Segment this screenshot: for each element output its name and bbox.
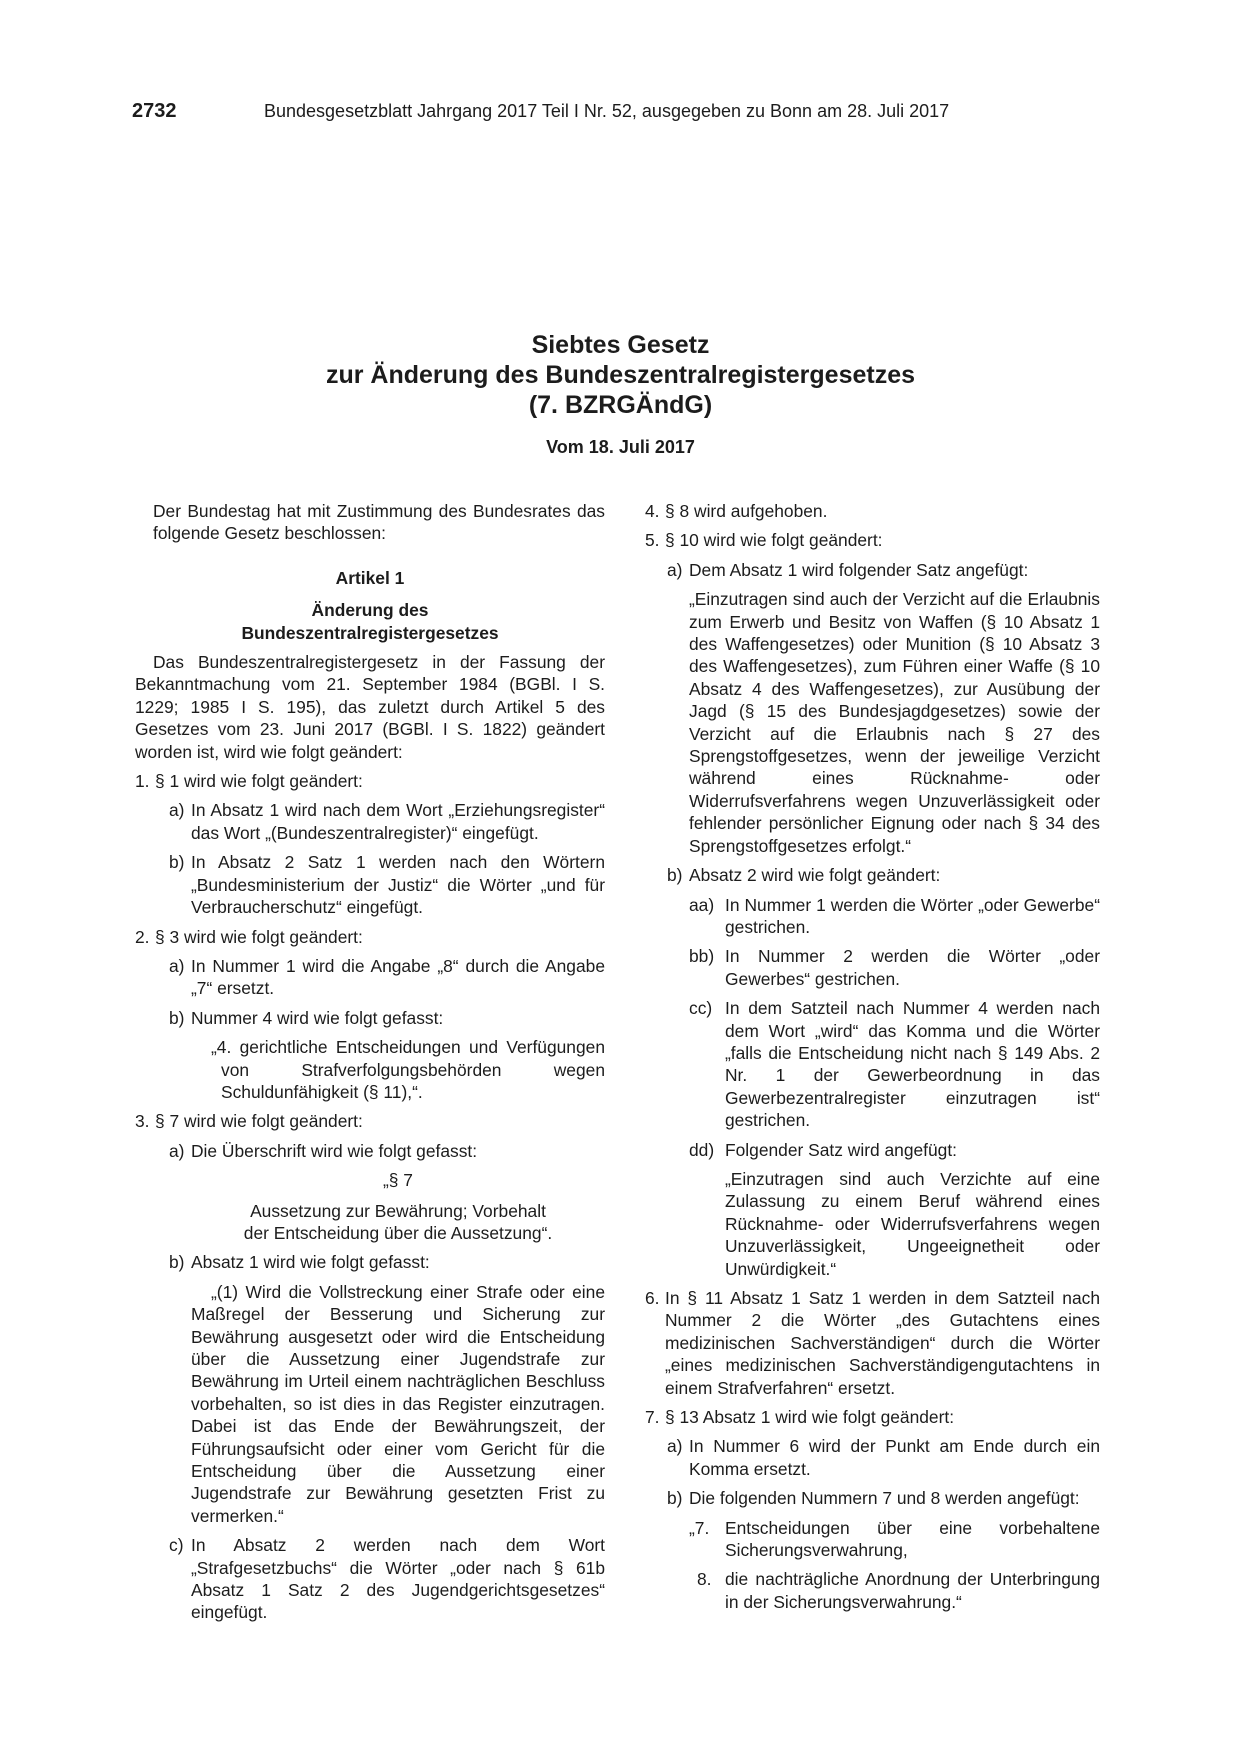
list-item <box>645 1517 1100 1562</box>
item-letter: dd) <box>689 1139 715 1160</box>
item-number: 6. <box>645 1288 660 1308</box>
page-number: 2732 <box>132 100 177 122</box>
list-item <box>645 864 1100 886</box>
list-item <box>645 1487 1100 1509</box>
item-number: 2. <box>135 926 150 947</box>
right-column <box>645 500 1100 1613</box>
item-text: Nummer 4 wird wie folgt gefasst: <box>191 1007 444 1028</box>
list-item <box>135 955 605 1000</box>
item-letter: aa) <box>689 894 715 915</box>
list-item <box>135 1251 605 1273</box>
item-text: Entscheidungen über eine vorbehaltene Sicherungsverwahrung, <box>725 1517 1100 1561</box>
item-number: 7. <box>645 1407 660 1428</box>
item-text: In Absatz 1 wird nach dem Wort „Erziehungsregister“ das Wort „(Bundeszentralregister)“ eingefügt. <box>191 800 605 843</box>
list-item <box>135 1110 605 1132</box>
quoted-heading: „§ 7 <box>383 1170 413 1191</box>
item-letter: a) <box>169 1140 185 1161</box>
list-item <box>645 529 1100 551</box>
item-number: 3. <box>135 1111 150 1132</box>
list-item <box>135 1140 605 1162</box>
quoted-text: „(1) Wird die Vollstreckung einer Strafe oder eine Maßregel der Besserung und Sicherung zur Bewährung ausgesetzt oder wird die Entscheidung über die Aussetzung einer Jugendstrafe zur Bewährung im Urteil einem nachträglichen Beschluss vorbehalten, so ist dies in das Register einzutragen. Dabei ist das Ende der Bewährungszeit, der Führungsaufsicht oder einer vom Gericht für die Entscheidung über die Aussetzung einer Jugendstrafe zur Bewährung gesetzten Frist zu vermerken.“ <box>191 1281 605 1526</box>
item-number: 8. <box>697 1569 712 1590</box>
quoted-text: „4. gerichtliche Entscheidungen und Verfügungen von Strafverfolgungsbehörden wegen Schuldunfähigkeit (§ 11),“. <box>211 1037 605 1102</box>
law-title-line-3: (7. BZRGÄndG) <box>528 391 713 419</box>
list-item <box>645 500 1100 522</box>
item-letter: a) <box>667 1436 683 1457</box>
article-title-line-1: Änderung des <box>311 600 429 621</box>
item-text: Absatz 2 wird wie folgt geändert: <box>689 865 941 886</box>
list-item <box>135 1534 605 1624</box>
item-text: In dem Satzteil nach Nummer 4 werden nach dem Wort „wird“ das Komma und die Wörter „falls die Entscheidung nicht nach § 149 Abs. 2 Nr. 1 der Gewerbeordnung in das Gewerbezentralregister einzutragen ist“ gestrichen. <box>725 998 1100 1131</box>
item-text: die nachträgliche Anordnung der Unterbringung in der Sicherungsverwahrung.“ <box>725 1569 1100 1612</box>
item-letter: b) <box>169 852 185 873</box>
item-text: Folgender Satz wird angefügt: <box>725 1139 958 1160</box>
item-text: § 3 wird wie folgt geändert: <box>155 926 363 947</box>
list-item <box>135 770 605 792</box>
preamble: Der Bundestag hat mit Zustimmung des Bundesrates das folgende Gesetz beschlossen: <box>153 501 605 544</box>
item-letter: bb) <box>689 946 715 967</box>
item-text: § 8 wird aufgehoben. <box>665 501 828 521</box>
quoted-heading-line: Aussetzung zur Bewährung; Vorbehalt <box>250 1200 546 1221</box>
list-item <box>135 926 605 948</box>
list-item <box>135 1007 605 1029</box>
list-item <box>645 997 1100 1131</box>
item-number: 1. <box>135 771 150 792</box>
quoted-heading-line: der Entscheidung über die Aussetzung“. <box>243 1222 553 1243</box>
list-item <box>645 1568 1100 1613</box>
list-item <box>645 1139 1100 1161</box>
article-intro: Das Bundeszentralregistergesetz in der Fassung der Bekanntmachung vom 21. September 1984 (BGBl. I S. 1229; 1985 I S. 195), das zuletzt durch Artikel 5 des Gesetzes vom 23. Juni 2017 (BGBl. I S. 1822) geändert worden ist, wird wie folgt geändert: <box>135 652 605 762</box>
item-text: In Nummer 1 wird die Angabe „8“ durch die Angabe „7“ ersetzt. <box>191 955 605 999</box>
item-number: 4. <box>645 501 660 521</box>
article-title-line-2: Bundeszentralregistergesetzes <box>241 622 499 643</box>
item-text: § 1 wird wie folgt geändert: <box>155 771 363 792</box>
list-item <box>645 945 1100 990</box>
law-title-line-2: zur Änderung des Bundeszentralregistergesetzes <box>325 361 916 389</box>
item-number: 5. <box>645 530 660 551</box>
item-text: In Nummer 2 werden die Wörter „oder Gewerbes“ gestrichen. <box>725 946 1100 989</box>
item-letter: a) <box>667 559 683 580</box>
list-item <box>645 1435 1100 1480</box>
list-item <box>135 851 605 918</box>
item-letter: a) <box>169 800 185 821</box>
item-text: In Nummer 6 wird der Punkt am Ende durch ein Komma ersetzt. <box>689 1436 1100 1479</box>
item-letter: b) <box>169 1007 185 1028</box>
item-text: Die Überschrift wird wie folgt gefasst: <box>191 1140 478 1161</box>
item-text: In Absatz 2 Satz 1 werden nach den Wörtern „Bundesministerium der Justiz“ die Wörter „und für Verbraucherschutz“ eingefügt. <box>191 852 605 918</box>
item-letter: a) <box>169 955 185 976</box>
law-title <box>0 330 1241 420</box>
item-text: § 7 wird wie folgt geändert: <box>155 1111 363 1132</box>
list-item <box>645 559 1100 581</box>
list-item <box>645 894 1100 939</box>
list-item <box>135 799 605 844</box>
item-text: Absatz 1 wird wie folgt gefasst: <box>191 1252 430 1273</box>
list-item <box>645 1406 1100 1428</box>
article-heading: Artikel 1 <box>335 567 405 588</box>
item-number: „7. <box>689 1517 710 1538</box>
item-text: Dem Absatz 1 wird folgender Satz angefügt: <box>689 559 1029 580</box>
list-item <box>645 1287 1100 1399</box>
item-letter: cc) <box>689 998 713 1019</box>
item-text: In Nummer 1 werden die Wörter „oder Gewerbe“ gestrichen. <box>725 894 1100 937</box>
quoted-text: „Einzutragen sind auch der Verzicht auf die Erlaubnis zum Erwerb und Besitz von Waffen (§ 10 Absatz 1 des Waffengesetzes) oder Munition (§ 10 Absatz 3 des Waffengesetzes), zum Führen einer Waffe (§ 10 Absatz 4 des Waffengesetzes), zur Ausübung der Jagd (§ 15 des Bundesjagdgesetzes) sowie der Verzicht auf die Erlaubnis nach § 27 des Sprengstoffgesetzes, wenn der jeweilige Verzicht während eines Rücknahme- oder Widerrufsverfahrens wegen Unzuverlässigkeit oder fehlender persönlicher Eignung oder nach § 34 des Sprengstoffgesetzes erfolgt.“ <box>689 589 1100 856</box>
item-text: § 10 wird wie folgt geändert: <box>665 530 883 551</box>
item-text: In Absatz 2 werden nach dem Wort „Strafgesetzbuchs“ die Wörter „oder nach § 61b Absatz 1 Satz 2 des Jugendgerichtsgesetzes“ eingefügt. <box>191 1535 605 1623</box>
left-column <box>135 500 605 1624</box>
item-text: Die folgenden Nummern 7 und 8 werden angefügt: <box>689 1488 1080 1509</box>
item-letter: b) <box>667 1488 683 1509</box>
item-letter: b) <box>667 865 683 886</box>
running-header: Bundesgesetzblatt Jahrgang 2017 Teil I Nr. 52, ausgegeben zu Bonn am 28. Juli 2017 <box>264 101 950 121</box>
law-date: Vom 18. Juli 2017 <box>546 437 695 457</box>
item-letter: b) <box>169 1252 185 1273</box>
item-letter: c) <box>169 1535 184 1556</box>
item-text: § 13 Absatz 1 wird wie folgt geändert: <box>665 1407 955 1428</box>
law-title-line-1: Siebtes Gesetz <box>531 331 710 359</box>
item-text: In § 11 Absatz 1 Satz 1 werden in dem Satzteil nach Nummer 2 die Wörter „des Gutachtens eines medizinischen Sachverständigen“ durch die Wörter „eines medizinischen Sachverständigengutachtens in einem Strafverfahren“ ersetzt. <box>665 1288 1100 1398</box>
quoted-text: „Einzutragen sind auch Verzichte auf eine Zulassung zu einem Beruf während eines Rücknahme- oder Widerrufsverfahrens wegen Unzuverlässigkeit, Ungeeignetheit oder Unwürdigkeit.“ <box>725 1168 1100 1279</box>
